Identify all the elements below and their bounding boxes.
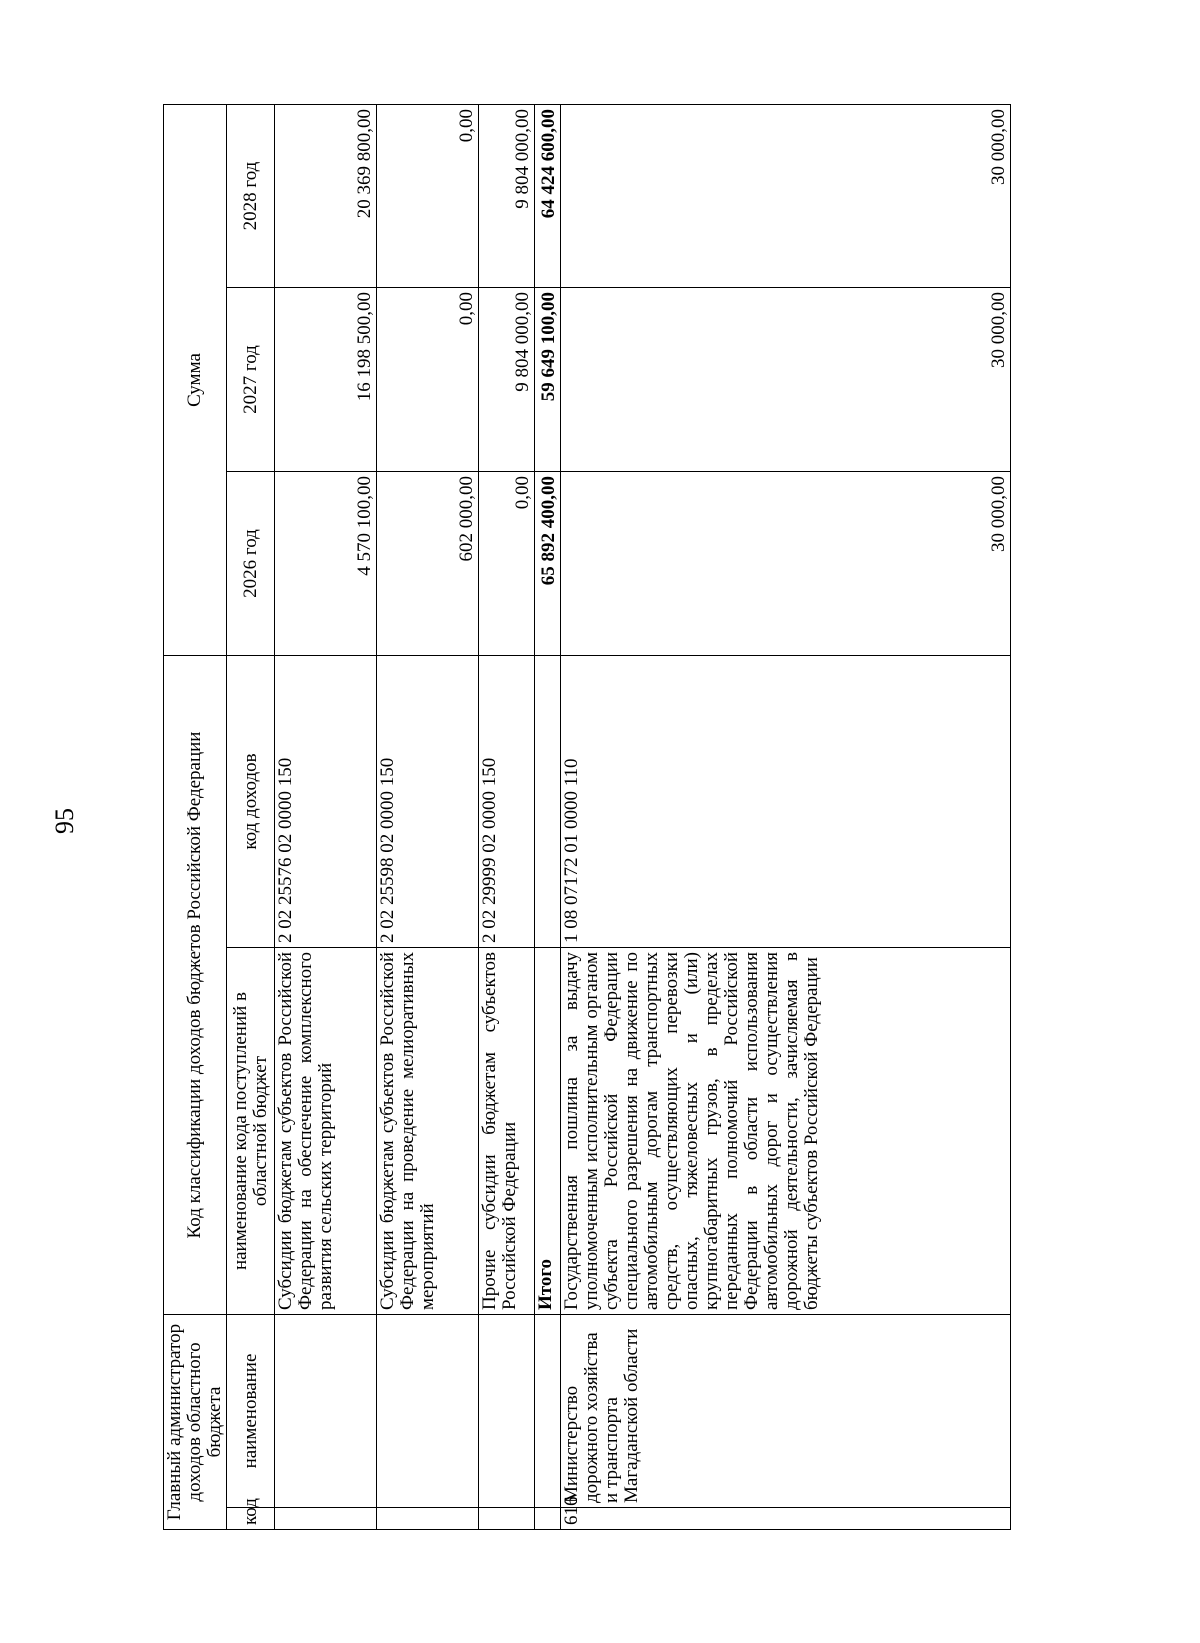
total-2028-cell: 64 424 600,00 [535,105,561,288]
sum-2028-cell: 9 804 000,00 [479,105,535,288]
header-year-2028: 2028 год [227,105,275,288]
income-code-cell: 2 02 29999 02 0000 150 [479,656,535,948]
budget-table-rotated [163,105,1009,1530]
header-admin-name: наименование [227,1315,275,1508]
table-row [479,105,535,1530]
header-year-2026: 2026 год [227,472,275,656]
header-row-sub [227,105,275,1530]
sum-2028-cell: 0,00 [377,105,479,288]
admin-code-cell [535,1508,561,1530]
sum-2026-cell: 0,00 [479,472,535,656]
admin-code-cell [479,1508,535,1530]
sum-2028-cell: 20 369 800,00 [275,105,377,288]
table-row [561,105,1011,1530]
admin-code-cell [275,1508,377,1530]
budget-table [163,104,1011,1530]
header-admin-code: код [227,1508,275,1530]
total-2027-cell: 59 649 100,00 [535,288,561,472]
sum-2027-cell: 9 804 000,00 [479,288,535,472]
admin-code-cell: 616 [561,1508,1011,1530]
total-row [535,105,561,1530]
header-income-name: наименование кода поступлений в областной бюджет [227,948,275,1315]
income-code-cell [535,656,561,948]
sum-2027-cell: 16 198 500,00 [275,288,377,472]
header-admin-group: Главный администратор доходов областного бюджета [164,1315,227,1530]
admin-name-cell [275,1315,377,1508]
sum-2026-cell: 30 000,00 [561,472,1011,656]
admin-code-cell [377,1508,479,1530]
table-row [275,105,377,1530]
admin-name-cell: Министерство дорожного хозяйства и транспорта Магаданской области [561,1315,1011,1508]
admin-name-cell [535,1315,561,1508]
table-row [377,105,479,1530]
sum-2026-cell: 602 000,00 [377,472,479,656]
sum-2027-cell: 30 000,00 [561,288,1011,472]
income-name-cell: Субсидии бюджетам субъектов Российской Федерации на обеспечение комплексного развития сельских территорий [275,948,377,1315]
header-row-top [164,105,227,1530]
header-year-2027: 2027 год [227,288,275,472]
sum-2028-cell: 30 000,00 [561,105,1011,288]
header-sum-group: Сумма [164,105,227,656]
total-label: Итого [535,948,561,1315]
income-name-cell: Прочие субсидии бюджетам субъектов Российской Федерации [479,948,535,1315]
sum-2027-cell: 0,00 [377,288,479,472]
income-name-cell: Субсидии бюджетам субъектов Российской Федерации на проведение мелиоративных мероприятий [377,948,479,1315]
admin-name-cell [377,1315,479,1508]
total-2026-cell: 65 892 400,00 [535,472,561,656]
admin-name-cell [479,1315,535,1508]
income-code-cell: 1 08 07172 01 0000 110 [561,656,1011,948]
income-name-cell: Государственная пошлина за выдачу уполномоченным исполнительным органом субъекта Российской Федерации специального разрешения на движение по автомобильным дорогам транспортных средств, осуществляющих перевозки опасных, тяжеловесных и (или) крупногабаритных грузов, в пределах переданных полномочий Российской Федерации в области использования автомобильных дорог и осуществления дорожной деятельности, зачисляемая в бюджеты субъектов Российской Федерации [561,948,1011,1315]
income-code-cell: 2 02 25598 02 0000 150 [377,656,479,948]
header-income-code: код доходов [227,656,275,948]
income-code-cell: 2 02 25576 02 0000 150 [275,656,377,948]
header-classification-group: Код классификации доходов бюджетов Российской Федерации [164,656,227,1315]
page-number: 95 [50,808,79,834]
sum-2026-cell: 4 570 100,00 [275,472,377,656]
